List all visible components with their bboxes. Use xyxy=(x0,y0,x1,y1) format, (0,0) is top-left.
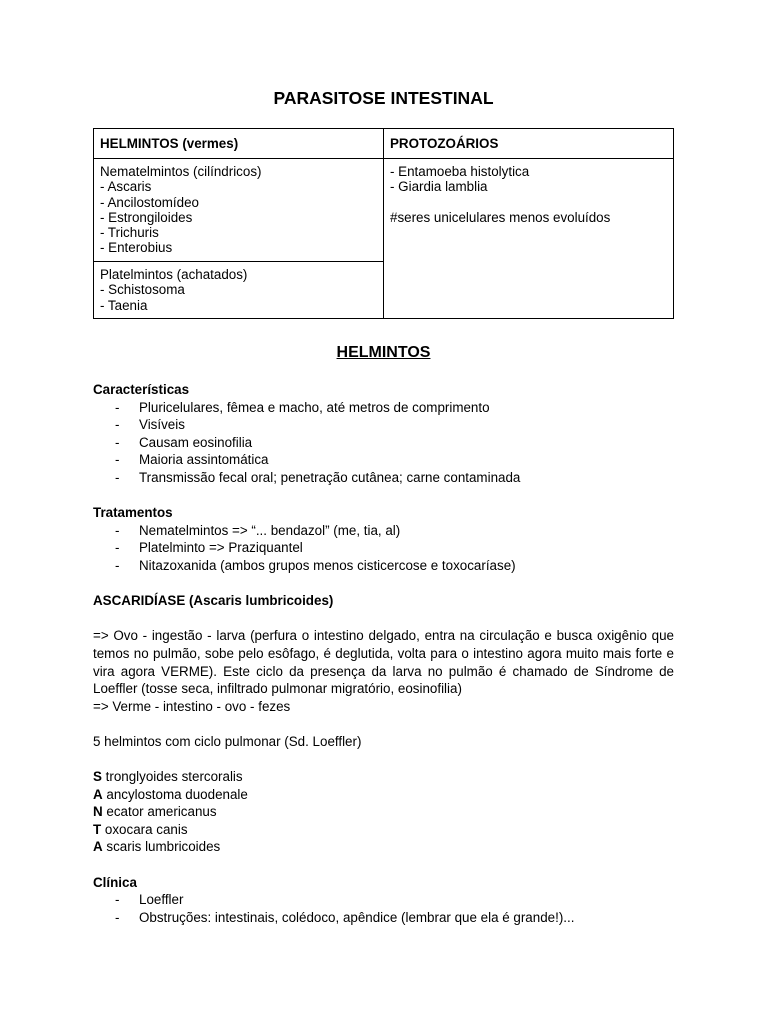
nematelmintos-line: - Estrongiloides xyxy=(100,209,193,225)
classification-table xyxy=(93,128,674,319)
list-item-text: Loeffler xyxy=(139,892,184,908)
mnemonic-rest: ancylostoma duodenale xyxy=(102,786,248,802)
dash-bullet: - xyxy=(115,540,120,556)
mnemonic-line xyxy=(93,786,674,804)
tratamentos-list xyxy=(93,522,674,575)
nematelmintos-line: Nematelmintos (cilíndricos) xyxy=(100,164,262,179)
caracteristicas-list xyxy=(93,399,674,487)
mnemonic-letter: A xyxy=(93,839,103,855)
list-item xyxy=(93,539,674,557)
mnemonic-rest: scaris lumbricoides xyxy=(102,839,221,855)
mnemonic-rest: oxocara canis xyxy=(101,821,188,837)
dash-bullet: - xyxy=(115,892,120,908)
section-title-helmintos: HELMINTOS xyxy=(336,344,431,361)
mnemonic-line xyxy=(93,803,674,821)
dash-bullet: - xyxy=(115,434,120,450)
list-item xyxy=(93,451,674,469)
list-item xyxy=(93,522,674,540)
dash-bullet: - xyxy=(115,557,120,573)
list-item xyxy=(93,434,674,452)
clinica-heading: Clínica xyxy=(93,874,137,890)
mnemonic-letter: N xyxy=(93,804,103,820)
list-item xyxy=(93,469,674,487)
cell-nematelmintos xyxy=(94,159,384,262)
list-item-text: Platelminto => Praziquantel xyxy=(139,540,303,556)
dash-bullet: - xyxy=(115,522,120,538)
nematelmintos-line: - Ancilostomídeo xyxy=(100,194,199,210)
list-item-text: Nematelmintos => “... bendazol” (me, tia, al) xyxy=(139,522,401,538)
nematelmintos-line: - Trichuris xyxy=(100,225,159,241)
header-protozoarios: PROTOZOÁRIOS xyxy=(384,129,674,159)
dash-bullet: - xyxy=(115,909,120,925)
page-title: PARASITOSE INTESTINAL xyxy=(273,88,494,108)
list-item-text: Obstruções: intestinais, colédoco, apêndice (lembrar que ela é grande!)... xyxy=(139,909,575,925)
cell-protozoarios xyxy=(384,159,674,319)
mnemonic-line xyxy=(93,838,674,856)
list-item-text: Causam eosinofilia xyxy=(139,434,253,450)
list-item xyxy=(93,891,674,909)
dash-bullet: - xyxy=(115,417,120,433)
list-item xyxy=(93,909,674,927)
header-helmintos: HELMINTOS (vermes) xyxy=(94,129,384,159)
clinica-list xyxy=(93,891,674,926)
platelmintos-line: - Taenia xyxy=(100,297,148,313)
ciclo-pulmonar-intro: 5 helmintos com ciclo pulmonar (Sd. Loeffler) xyxy=(93,733,362,749)
ascaridiase-heading: ASCARIDÍASE (Ascaris lumbricoides) xyxy=(93,593,334,609)
list-item xyxy=(93,416,674,434)
nematelmintos-line: - Ascaris xyxy=(100,179,152,195)
list-item xyxy=(93,399,674,417)
helmintos-content xyxy=(93,381,674,926)
mnemonic-line xyxy=(93,768,674,786)
nematelmintos-line: - Enterobius xyxy=(100,240,173,256)
list-item-text: Maioria assintomática xyxy=(139,452,269,468)
dash-bullet: - xyxy=(115,452,120,468)
mnemonic-line xyxy=(93,821,674,839)
dash-bullet: - xyxy=(115,399,120,415)
protozoarios-line: #seres unicelulares menos evoluídos xyxy=(390,209,611,225)
protozoarios-line xyxy=(390,195,667,210)
list-item-text: Visíveis xyxy=(139,417,185,433)
mnemonic-letter: A xyxy=(93,786,103,802)
mnemonic-rest: tronglyoides stercoralis xyxy=(101,769,243,785)
dash-bullet: - xyxy=(115,469,120,485)
protozoarios-line: - Entamoeba histolytica xyxy=(390,164,530,179)
list-item xyxy=(93,557,674,575)
platelmintos-line: - Schistosoma xyxy=(100,282,185,298)
tratamentos-heading: Tratamentos xyxy=(93,505,173,521)
mnemonic-letter: S xyxy=(93,769,102,785)
protozoarios-line: - Giardia lamblia xyxy=(390,179,488,195)
ascaridiase-paragraph: => Ovo - ingestão - larva (perfura o intestino delgado, entra na circulação e busca oxigênio que temos no pulmão, sobe pelo esôfago, é deglutida, volta para o intestino agora muito mais forte e vira agora VERME). Este ciclo da presença da larva no pulmão é chamado de Síndrome de Loeffler (tosse seca, infiltrado pulmonar migratório, eosinofilia) xyxy=(93,628,674,697)
caracteristicas-heading: Características xyxy=(93,382,190,397)
platelmintos-line: Platelmintos (achatados) xyxy=(100,267,248,282)
mnemonic-letter: T xyxy=(93,821,102,837)
cell-platelmintos xyxy=(94,262,384,319)
ascaridiase-cycle-line: => Verme - intestino - ovo - fezes xyxy=(93,698,291,714)
mnemonic-rest: ecator americanus xyxy=(102,804,217,820)
list-item-text: Pluricelulares, fêmea e macho, até metros de comprimento xyxy=(139,399,490,415)
list-item-text: Nitazoxanida (ambos grupos menos cisticercose e toxocaríase) xyxy=(139,557,516,573)
list-item-text: Transmissão fecal oral; penetração cutânea; carne contaminada xyxy=(139,469,521,485)
